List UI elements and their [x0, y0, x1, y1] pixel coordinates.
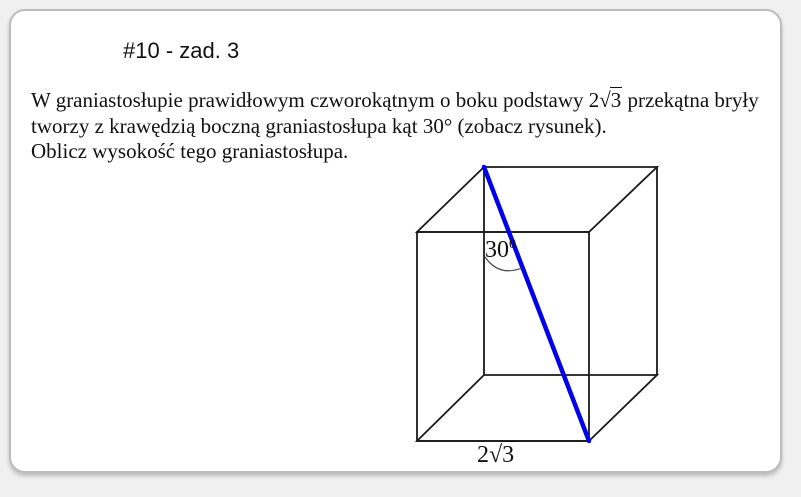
angle-label: [485, 237, 516, 264]
problem-card: [9, 9, 782, 473]
problem-line-1-text: W graniastosłupie prawidłowym czworokątnym o boku podstawy 2: [31, 88, 600, 112]
base-radicand: 3: [502, 442, 515, 468]
base-sqrt-expression: [489, 441, 515, 468]
page-title: #10 - zad. 3: [123, 38, 240, 63]
problem-line-1-tail: przekątna bryły: [622, 88, 759, 112]
angle-value: 30: [485, 237, 509, 263]
problem-line-1: [31, 88, 759, 114]
degree-mark: 0: [509, 237, 516, 252]
bottom-face-edges: [417, 375, 657, 441]
space-diagonal-line: [484, 167, 589, 441]
top-face-edges: [417, 167, 657, 232]
prism-wireframe-svg: [401, 154, 681, 454]
base-edge-label: [477, 442, 515, 469]
prism-figure: [401, 154, 681, 454]
problem-line-3: Oblicz wysokość tego graniastosłupa.: [31, 139, 349, 163]
radical-sign: √: [599, 88, 610, 112]
problem-line-2: tworzy z krawędzią boczną graniastosłupa kąt 30° (zobacz rysunek).: [31, 113, 607, 138]
base-coefficient: 2: [477, 442, 489, 468]
sqrt-expression: [599, 87, 622, 112]
radicand: 3: [610, 88, 622, 112]
base-radical-sign: √: [489, 442, 502, 468]
